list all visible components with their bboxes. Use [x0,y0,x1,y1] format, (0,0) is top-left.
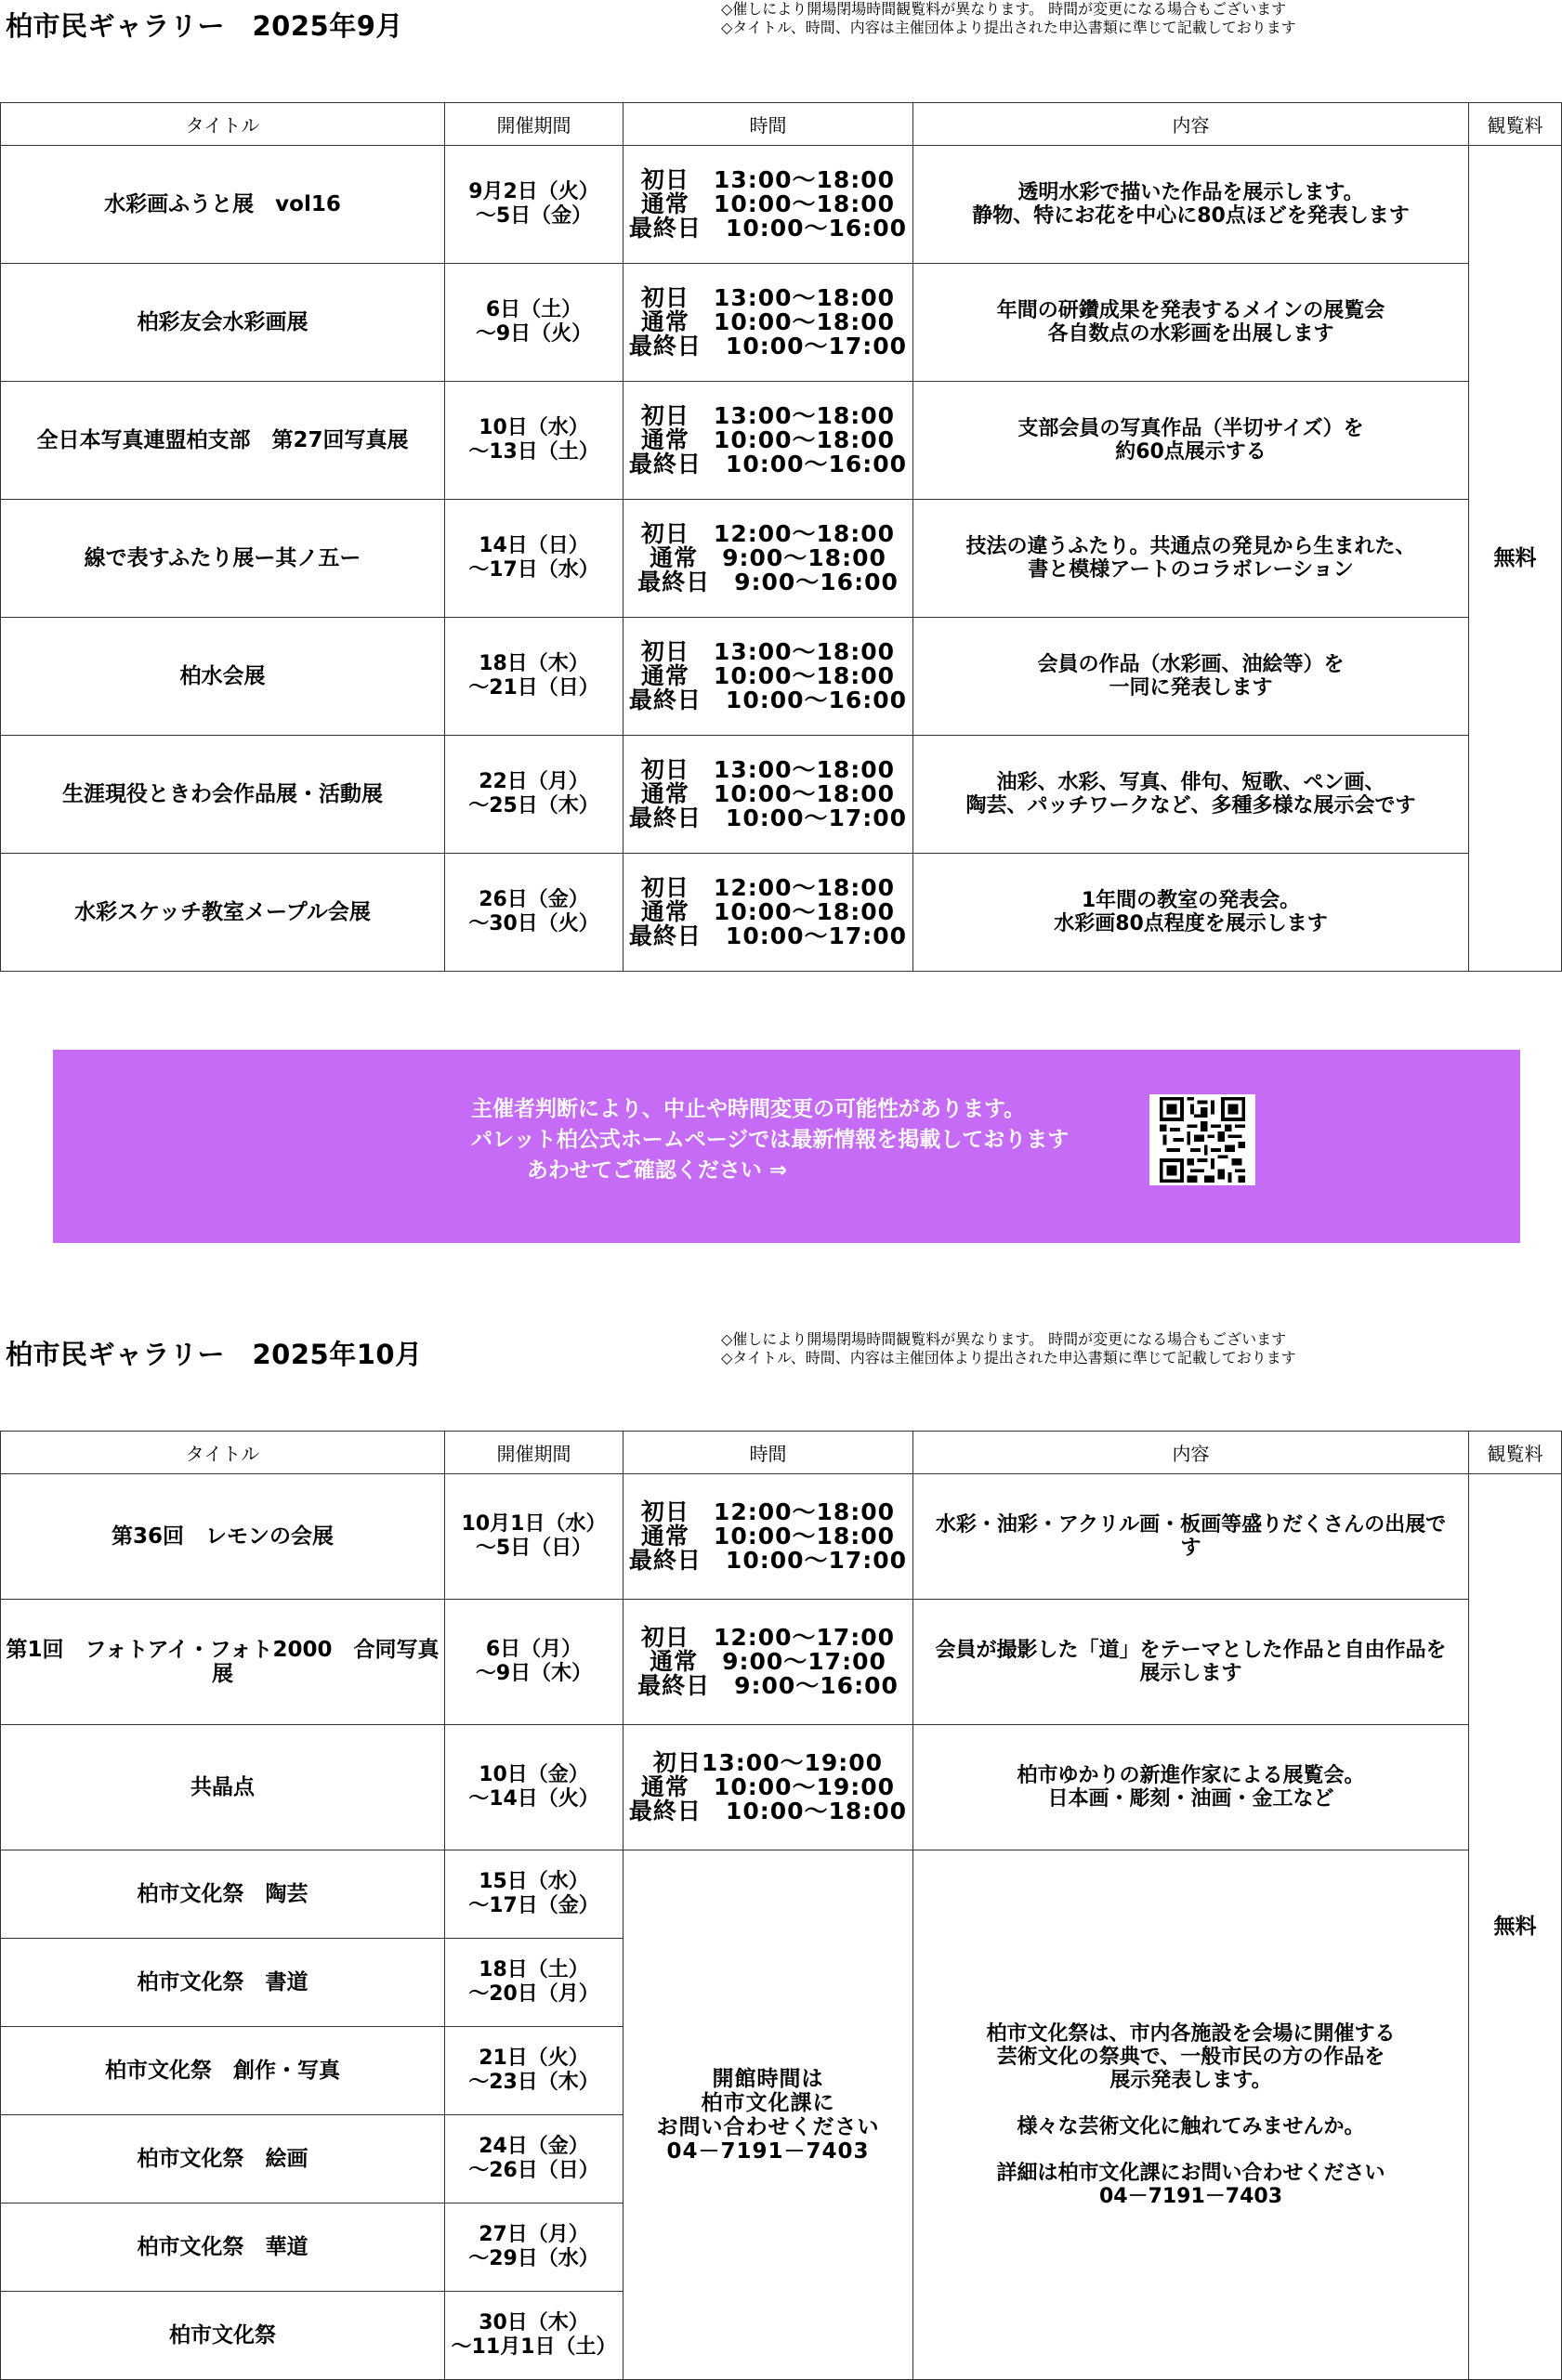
event-title: 柏彩友会水彩画展 [1,264,445,382]
table-header-row [1,1432,1562,1474]
september-note-2: ◇タイトル、時間、内容は主催団体より提出された申込書類に準じて記載しております [721,19,1296,36]
header-time: 時間 [623,1432,913,1474]
event-time: 初日 12:00～18:00 通常 10:00～18:00 最終日 10:00～17:00 [623,1474,913,1600]
table-row [1,264,1562,382]
header-fee: 観覧料 [1469,1432,1562,1474]
event-period: 21日（火） ～23日（木） [445,2027,623,2115]
table-row [1,1600,1562,1725]
event-title: 水彩画ふうと展 vol16 [1,146,445,264]
event-title: 柏市文化祭 陶芸 [1,1850,445,1939]
banner-line-3: あわせてご確認ください ⇒ [526,1158,788,1183]
event-content: 油彩、水彩、写真、俳句、短歌、ペン画、 陶芸、パッチワークなど、多種多様な展示会です [913,736,1469,854]
event-period: 10日（金） ～14日（火） [445,1725,623,1850]
header-content: 内容 [913,1432,1469,1474]
september-title: 柏市民ギャラリー 2025年9月 [6,10,403,42]
event-time: 初日 13:00～18:00 通常 10:00～18:00 最終日 10:00～16:00 [623,618,913,736]
event-period: 9月2日（火） ～5日（金） [445,146,623,264]
event-time: 初日 13:00～18:00 通常 10:00～18:00 最終日 10:00～16:00 [623,382,913,500]
event-content: 透明水彩で描いた作品を展示します。 静物、特にお花を中心に80点ほどを発表します [913,146,1469,264]
table-row [1,618,1562,736]
table-row [1,146,1562,264]
table-row [1,736,1562,854]
event-time: 初日 13:00～18:00 通常 10:00～18:00 最終日 10:00～16:00 [623,146,913,264]
event-title: 第36回 レモンの会展 [1,1474,445,1600]
event-title: 柏市文化祭 華道 [1,2203,445,2292]
banner-line-2: パレット柏公式ホームページでは最新情報を掲載しております [471,1128,1070,1152]
fee-cell: 無料 [1469,146,1562,972]
event-period: 10月1日（水） ～5日（日） [445,1474,623,1600]
header-title: タイトル [1,103,445,146]
event-period: 22日（月） ～25日（木） [445,736,623,854]
header-period: 開催期間 [445,103,623,146]
event-time: 初日 12:00～18:00 通常 9:00～18:00 最終日 9:00～16:00 [623,500,913,618]
event-title: 柏市文化祭 絵画 [1,2115,445,2203]
banner-text [471,1094,1070,1186]
event-period: 6日（土） ～9日（火） [445,264,623,382]
header-title: タイトル [1,1432,445,1474]
table-row [1,1474,1562,1600]
october-schedule-table [0,1431,1562,2380]
event-time: 初日 12:00～17:00 通常 9:00～17:00 最終日 9:00～16:00 [623,1600,913,1725]
event-content: 技法の違うふたり。共通点の発見から生まれた、 書と模様アートのコラボレーション [913,500,1469,618]
october-note-1: ◇催しにより開場閉場時間観覧料が異なります。 時間が変更になる場合もございます [721,1330,1287,1348]
event-title: 生涯現役ときわ会作品展・活動展 [1,736,445,854]
fee-cell: 無料 [1469,1474,1562,2380]
header-fee: 観覧料 [1469,103,1562,146]
event-period: 15日（水） ～17日（金） [445,1850,623,1939]
event-title: 柏市文化祭 書道 [1,1939,445,2027]
table-row [1,500,1562,618]
event-title: 柏水会展 [1,618,445,736]
event-time: 初日13:00～19:00 通常 10:00～19:00 最終日 10:00～18:00 [623,1725,913,1850]
event-title: 柏市文化祭 創作・写真 [1,2027,445,2115]
event-period: 24日（金） ～26日（日） [445,2115,623,2203]
festival-content: 柏市文化祭は、市内各施設を会場に開催する 芸術文化の祭典で、一般市民の方の作品を 展示発表します。 様々な芸術文化に触れてみませんか。 詳細は柏市文化課にお問い合わせください 04－7191－7403 [913,1850,1469,2380]
october-note-2: ◇タイトル、時間、内容は主催団体より提出された申込書類に準じて記載しております [721,1349,1296,1367]
event-title: 線で表すふたり展ー其ノ五ー [1,500,445,618]
event-period: 14日（日） ～17日（水） [445,500,623,618]
october-title: 柏市民ギャラリー 2025年10月 [6,1339,423,1370]
event-period: 18日（土） ～20日（月） [445,1939,623,2027]
event-period: 27日（月） ～29日（水） [445,2203,623,2292]
banner-line-1: 主催者判断により、中止や時間変更の可能性があります。 [471,1097,1026,1121]
event-content: 水彩・油彩・アクリル画・板画等盛りだくさんの出展で す [913,1474,1469,1600]
event-title: 水彩スケッチ教室メープル会展 [1,854,445,972]
september-schedule-table [0,102,1562,972]
table-row [1,1850,1562,1939]
event-content: 会員が撮影した「道」をテーマとした作品と自由作品を 展示します [913,1600,1469,1725]
qr-code-icon[interactable] [1149,1094,1255,1185]
qr-code-graphic [1160,1097,1245,1183]
event-title: 全日本写真連盟柏支部 第27回写真展 [1,382,445,500]
event-time: 初日 12:00～18:00 通常 10:00～18:00 最終日 10:00～17:00 [623,854,913,972]
header-time: 時間 [623,103,913,146]
event-content: 1年間の教室の発表会。 水彩画80点程度を展示します [913,854,1469,972]
event-content: 年間の研鑽成果を発表するメインの展覧会 各自数点の水彩画を出展します [913,264,1469,382]
event-time: 初日 13:00～18:00 通常 10:00～18:00 最終日 10:00～17:00 [623,736,913,854]
event-period: 26日（金） ～30日（火） [445,854,623,972]
table-header-row [1,103,1562,146]
table-row [1,382,1562,500]
event-title: 第1回 フォトアイ・フォト2000 合同写真展 [1,1600,445,1725]
october-notes [721,1330,1296,1367]
event-title: 柏市文化祭 [1,2292,445,2380]
event-content: 会員の作品（水彩画、油絵等）を 一同に発表します [913,618,1469,736]
september-notes [721,0,1296,37]
festival-time: 開館時間は 柏市文化課に お問い合わせください 04－7191－7403 [623,1850,913,2380]
header-period: 開催期間 [445,1432,623,1474]
table-row [1,1725,1562,1850]
event-period: 30日（木） ～11月1日（土） [445,2292,623,2380]
event-period: 6日（月） ～9日（木） [445,1600,623,1725]
table-row [1,854,1562,972]
event-period: 10日（水） ～13日（土） [445,382,623,500]
event-time: 初日 13:00～18:00 通常 10:00～18:00 最終日 10:00～17:00 [623,264,913,382]
event-title: 共晶点 [1,1725,445,1850]
header-content: 内容 [913,103,1469,146]
event-content: 支部会員の写真作品（半切サイズ）を 約60点展示する [913,382,1469,500]
event-content: 柏市ゆかりの新進作家による展覧会。 日本画・彫刻・油画・金工など [913,1725,1469,1850]
notice-banner [53,1050,1520,1243]
event-period: 18日（木） ～21日（日） [445,618,623,736]
september-note-1: ◇催しにより開場閉場時間観覧料が異なります。 時間が変更になる場合もございます [721,0,1287,18]
